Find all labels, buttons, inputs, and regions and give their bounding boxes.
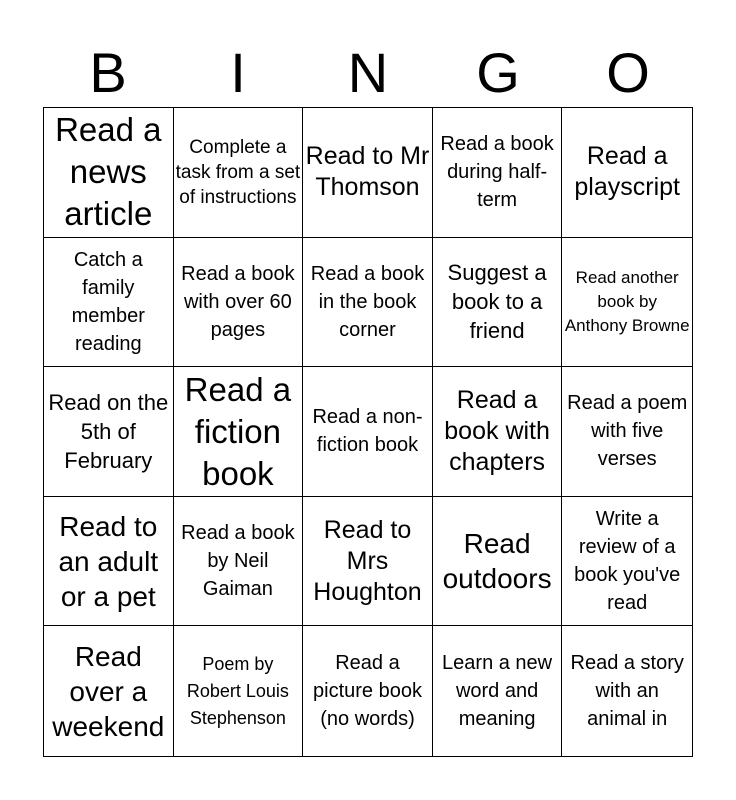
- cell-text: Complete a task from a set of instructions: [175, 136, 301, 208]
- cell-text: Read a story with an animal in: [570, 652, 684, 731]
- cell-text: Read a poem with five verses: [567, 392, 688, 471]
- bingo-cell-r3c5[interactable]: [562, 367, 692, 497]
- cell-text: Read another book by Anthony Browne: [564, 267, 690, 335]
- bingo-cell-r1c2[interactable]: [174, 108, 304, 238]
- cell-text: Read a book with chapters: [444, 385, 550, 476]
- bingo-cell-r5c3[interactable]: [303, 626, 433, 756]
- cell-text: Read on the 5th of February: [48, 389, 169, 473]
- cell-text: Read a news article: [55, 111, 162, 233]
- cell-text: Poem by Robert Louis Stephenson: [186, 653, 289, 728]
- header-letter-b: B: [89, 41, 127, 104]
- bingo-cell-r1c4[interactable]: [433, 108, 563, 238]
- cell-text: Read a book in the book corner: [310, 262, 425, 341]
- bingo-cell-r2c1[interactable]: [44, 238, 174, 368]
- cell-text: Read over a weekend: [52, 640, 165, 742]
- bingo-header: [43, 40, 693, 106]
- cell-text: Read a playscript: [574, 142, 680, 202]
- header-letter-i: I: [230, 41, 246, 104]
- bingo-cell-r3c3[interactable]: [303, 367, 433, 497]
- bingo-cell-r5c4[interactable]: [433, 626, 563, 756]
- bingo-cell-r3c4[interactable]: [433, 367, 563, 497]
- bingo-cell-r1c5[interactable]: [562, 108, 692, 238]
- bingo-cell-r4c4[interactable]: [433, 497, 563, 627]
- cell-text: Read a book with over 60 pages: [181, 262, 295, 341]
- bingo-cell-r4c5[interactable]: [562, 497, 692, 627]
- bingo-cell-r4c1[interactable]: [44, 497, 174, 627]
- bingo-cell-r1c1[interactable]: [44, 108, 174, 238]
- header-letter-n: N: [347, 41, 389, 104]
- bingo-cell-r1c3[interactable]: [303, 108, 433, 238]
- bingo-cell-r3c1[interactable]: [44, 367, 174, 497]
- bingo-cell-r2c3[interactable]: [303, 238, 433, 368]
- cell-text: Read a book during half-term: [440, 133, 554, 212]
- cell-text: Catch a family member reading: [71, 248, 145, 355]
- cell-text: Read a book by Neil Gaiman: [181, 522, 295, 601]
- bingo-cell-r5c2[interactable]: [174, 626, 304, 756]
- cell-text: Read a fiction book: [184, 370, 292, 492]
- bingo-cell-r5c5[interactable]: [562, 626, 692, 756]
- header-letter-g: G: [476, 41, 520, 104]
- cell-text: Read to Mr Thomson: [305, 142, 430, 202]
- bingo-cell-r4c2[interactable]: [174, 497, 304, 627]
- cell-text: Read to an adult or a pet: [58, 510, 159, 612]
- cell-text: Read to Mrs Houghton: [313, 515, 422, 606]
- bingo-board: [43, 107, 693, 757]
- header-letter-o: O: [606, 41, 650, 104]
- bingo-cell-r2c5[interactable]: [562, 238, 692, 368]
- bingo-cell-r3c2[interactable]: [174, 367, 304, 497]
- cell-text: Suggest a book to a friend: [447, 260, 547, 344]
- bingo-cell-r2c4[interactable]: [433, 238, 563, 368]
- cell-text: Learn a new word and meaning: [442, 652, 553, 731]
- cell-text: Read a picture book (no words): [313, 652, 422, 731]
- bingo-cell-r2c2[interactable]: [174, 238, 304, 368]
- cell-text: Write a review of a book you've read: [574, 508, 681, 615]
- cell-text: Read a non-fiction book: [312, 406, 423, 457]
- bingo-cell-r4c3[interactable]: [303, 497, 433, 627]
- bingo-cell-r5c1[interactable]: [44, 626, 174, 756]
- cell-text: Read outdoors: [442, 528, 552, 595]
